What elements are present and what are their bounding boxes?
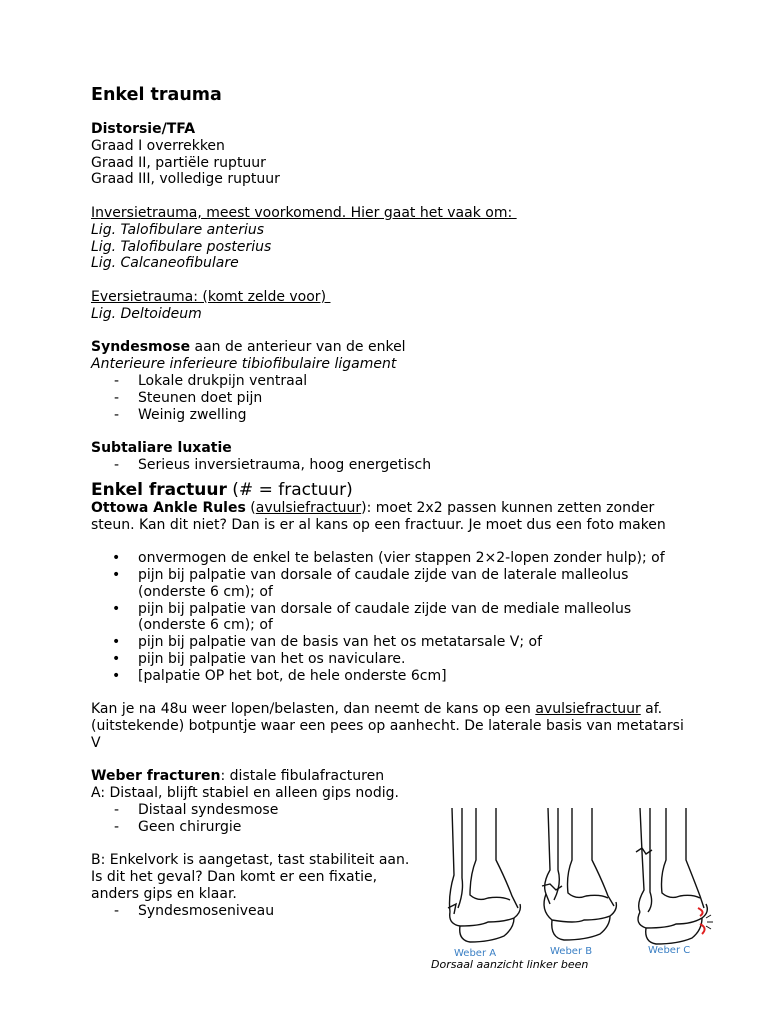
avulsie-text-pre: Kan je na 48u weer lopen/belasten, dan neemt de kans op een <box>91 701 536 718</box>
fractuur-heading-bold: Enkel fractuur <box>91 479 227 500</box>
avulsie-text-post: af. (uitstekende) botpuntje waar een pees op aanhecht. De laterale basis van metatarsi V <box>91 701 684 751</box>
ankle-weber-c <box>636 808 707 944</box>
weber-heading-rest: : distale fibulafracturen <box>220 768 385 785</box>
distorsie-line: Graad II, partiële ruptuur <box>91 154 266 171</box>
ottawa-open: ( <box>245 499 256 516</box>
list-item: • pijn bij palpatie van de basis van het os metatarsale V; of <box>91 634 691 651</box>
syndesmose-heading-rest: aan de anterieur van de enkel <box>190 339 406 356</box>
subtaliare-heading: Subtaliare luxatie <box>91 440 232 457</box>
list-item: - Distaal syndesmose <box>91 802 421 819</box>
eversie-heading: Eversietrauma: (komt zelde voor) <box>91 288 331 305</box>
ottawa-text: ): moet 2x2 passen kunnen zetten zonder steun. Kan dit niet? Dan is er al kans op een fractuur. Je moet dus een foto maken <box>91 499 666 533</box>
fractuur-heading-rest: (# = fractuur) <box>226 479 353 500</box>
list-item: • onvermogen de enkel te belasten (vier stappen 2×2-lopen zonder hulp); of <box>91 550 691 567</box>
ligament-item: Lig. Calcaneofibulare <box>91 255 239 272</box>
weber-a-label: Weber A <box>454 948 497 959</box>
weber-section <box>91 768 421 919</box>
list-item: - Steunen doet pijn <box>91 390 691 407</box>
syndesmose-heading-bold: Syndesmose <box>91 339 191 356</box>
ottawa-criteria-list <box>91 550 691 684</box>
list-item: - Geen chirurgie <box>91 819 421 836</box>
figure-caption: Dorsaal aanzicht linker been <box>431 958 589 971</box>
syndesmose-ligament: Anterieure inferieure tibiofibulaire ligament <box>91 356 397 373</box>
list-item: - Serieus inversietrauma, hoog energetisch <box>91 457 691 474</box>
ligament-item: Lig. Talofibulare anterius <box>91 221 265 238</box>
page-title: Enkel trauma <box>91 85 222 105</box>
list-item: - Weinig zwelling <box>91 407 691 424</box>
weber-c-label: Weber C <box>648 945 691 956</box>
ligament-item: Lig. Deltoideum <box>91 305 202 322</box>
weber-b-label: Weber B <box>550 946 593 957</box>
syndesmose-list <box>91 373 691 423</box>
ligament-item: Lig. Talofibulare posterius <box>91 238 272 255</box>
list-item: • pijn bij palpatie van het os naviculare. <box>91 651 691 668</box>
document-page <box>91 84 691 920</box>
weber-a-line: A: Distaal, blijft stabiel en alleen gips nodig. <box>91 785 399 802</box>
weber-illustration <box>430 800 715 975</box>
distorsie-heading: Distorsie/TFA <box>91 121 196 137</box>
list-item: • [palpatie OP het bot, de hele onderste 6cm] <box>91 668 691 685</box>
inversie-heading: Inversietrauma, meest voorkomend. Hier gaat het vaak om: <box>91 204 517 221</box>
distorsie-line: Graad I overrekken <box>91 137 225 154</box>
weber-classification-figure <box>430 800 715 975</box>
ottawa-paragraph <box>91 500 691 534</box>
distorsie-line: Graad III, volledige ruptuur <box>91 171 280 188</box>
ottawa-title: Ottowa Ankle Rules <box>91 499 246 516</box>
avulsie-paragraph <box>91 701 691 751</box>
list-item: - Lokale drukpijn ventraal <box>91 373 691 390</box>
weber-heading-bold: Weber fracturen <box>91 768 221 785</box>
subtaliare-list <box>91 457 691 474</box>
weber-b-list <box>91 903 421 920</box>
list-item: - Syndesmoseniveau <box>91 903 421 920</box>
ankle-weber-b <box>542 808 616 940</box>
fracture-dash-icon <box>706 915 713 929</box>
fractuur-heading <box>91 480 691 500</box>
list-item: • pijn bij palpatie van dorsale of caudale zijde van de laterale malleolus (onderste 6 cm); of <box>91 567 691 601</box>
avulsie-link: avulsiefractuur <box>535 701 641 718</box>
weber-a-list <box>91 802 421 836</box>
weber-b-line: B: Enkelvork is aangetast, tast stabiliteit aan. Is dit het geval? Dan komt er een fixatie, anders gips en klaar. <box>91 852 410 903</box>
ankle-weber-a <box>448 808 520 942</box>
weber-heading <box>91 768 421 785</box>
ottawa-link: avulsiefractuur <box>255 499 362 516</box>
syndesmose-heading <box>91 339 691 356</box>
list-item: • pijn bij palpatie van dorsale of caudale zijde van de mediale malleolus (onderste 6 cm); of <box>91 601 691 635</box>
